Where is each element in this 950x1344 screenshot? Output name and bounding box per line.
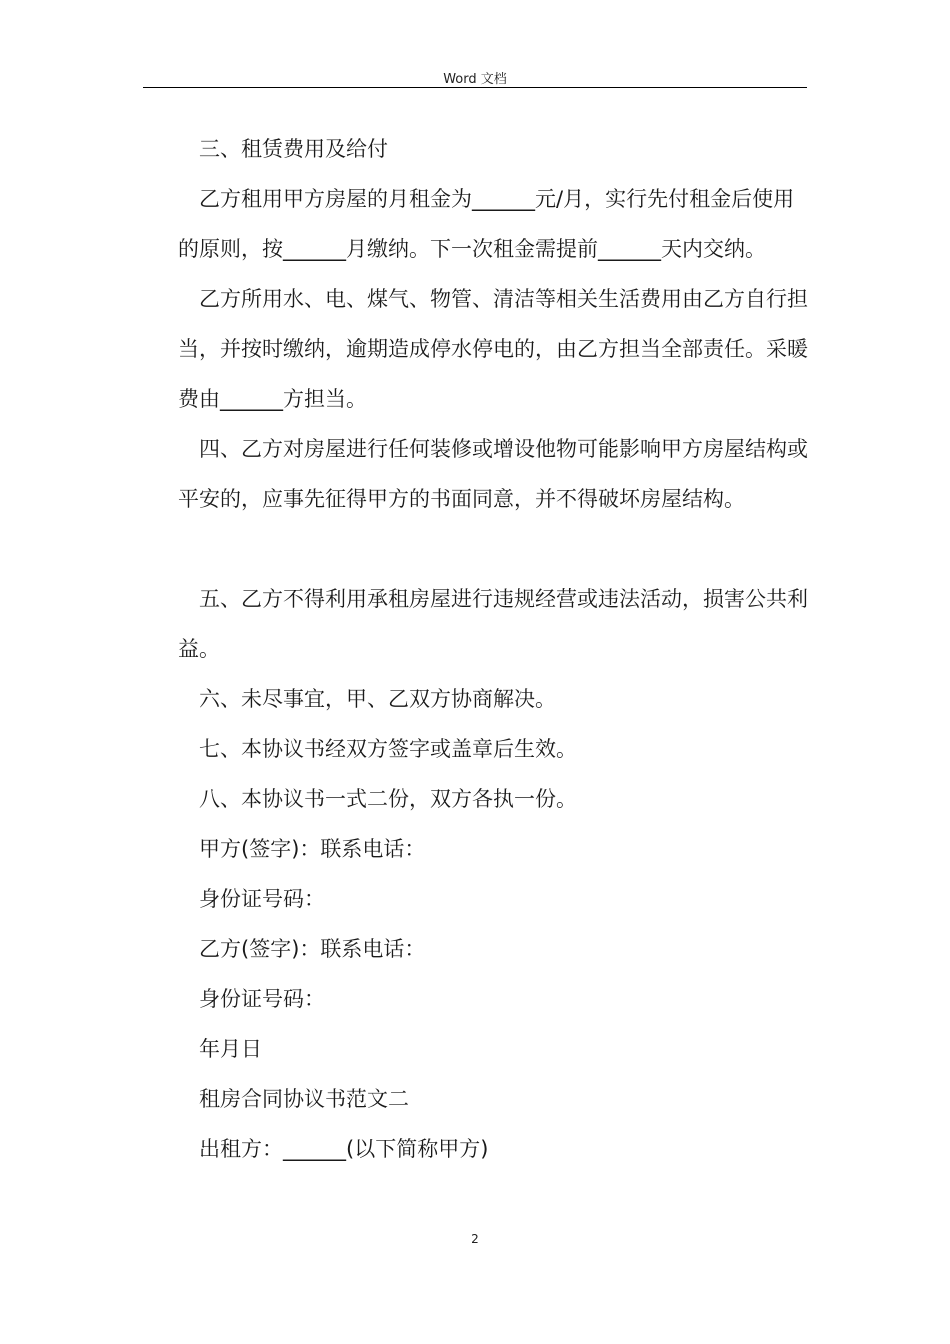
- document-body: [178, 124, 810, 1174]
- paragraph-unresolved-matters: 六、未尽事宜，甲、乙双方协商解决。: [199, 687, 556, 711]
- paragraph-illegal-use: 五、乙方不得利用承租房屋进行违规经营或违法活动，损害公共利益。: [178, 587, 808, 661]
- paragraph-renovation: 四、乙方对房屋进行任何装修或增设他物可能影响甲方房屋结构或平安的，应事先征得甲方的书面同意，并不得破坏房屋结构。: [178, 437, 808, 511]
- page-number: 2: [471, 1232, 479, 1246]
- party-a-signature-line: 甲方(签字)：联系电话：: [199, 837, 426, 861]
- paragraph-utilities: 乙方所用水、电、煤气、物管、清洁等相关生活费用由乙方自行担当，并按时缴纳，逾期造成停水停电的，由乙方担当全部责任。采暖费由______方担当。: [178, 287, 808, 411]
- paragraph-rent-payment: 乙方租用甲方房屋的月租金为______元/月，实行先付租金后使用的原则，按______月缴纳。下一次租金需提前______天内交纳。: [178, 187, 795, 261]
- document-header-title: Word 文档: [443, 72, 507, 87]
- date-line: 年月日: [199, 1037, 262, 1061]
- party-a-id-line: 身份证号码：: [199, 887, 325, 911]
- party-b-id-line: 身份证号码：: [199, 987, 325, 1011]
- lessor-line: 出租方：______(以下简称甲方): [199, 1137, 489, 1161]
- sample-two-title: 租房合同协议书范文二: [199, 1087, 409, 1111]
- paragraph-copies: 八、本协议书一式二份，双方各执一份。: [199, 787, 577, 811]
- party-b-signature-line: 乙方(签字)：联系电话：: [199, 937, 426, 961]
- section-heading-fees: 三、租赁费用及给付: [199, 137, 388, 161]
- paragraph-effective: 七、本协议书经双方签字或盖章后生效。: [199, 737, 577, 761]
- header-divider: [143, 87, 807, 88]
